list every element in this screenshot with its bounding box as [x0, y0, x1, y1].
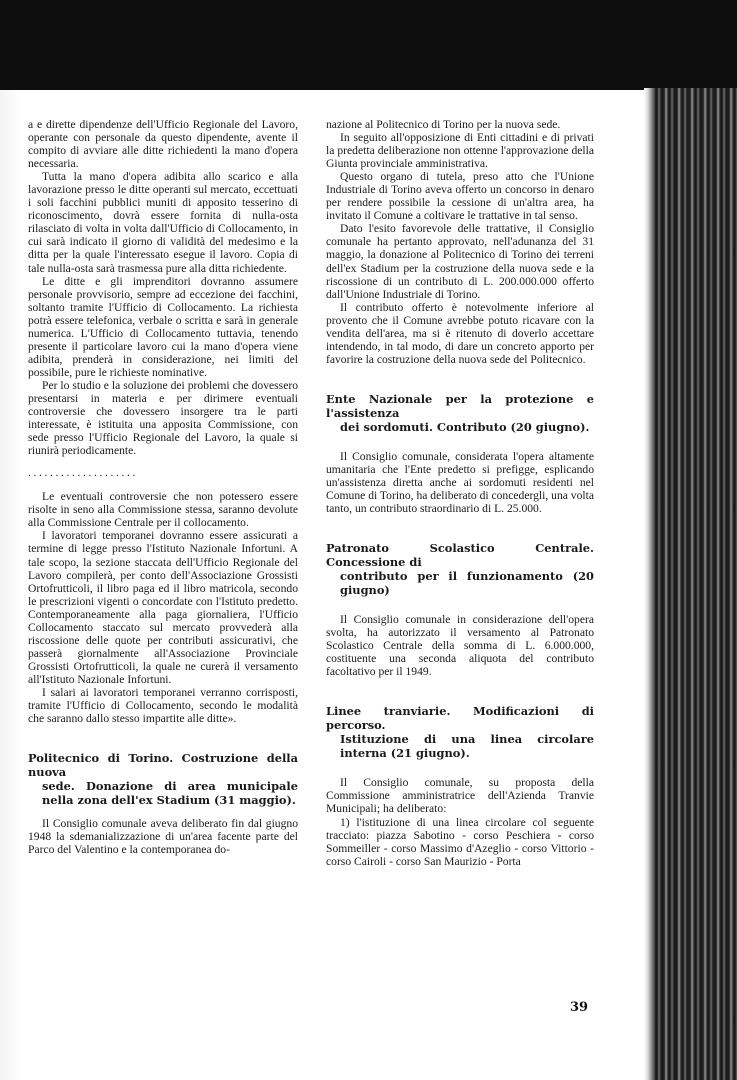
left-text-column: [28, 118, 298, 856]
section-heading-continuation: Istituzione di una linea circolare interna (21 giugno).: [340, 732, 594, 761]
spacer: [326, 515, 594, 541]
section-heading-continuation: sede. Donazione di area municipale nella zona dell'ex Stadium (31 maggio).: [42, 779, 298, 808]
scan-top-band: [0, 0, 737, 90]
body-paragraph: Il Consiglio comunale, su proposta della Commissione amministratrice dell'Azienda Tranvie Municipali; ha deliberato:: [326, 776, 594, 816]
body-paragraph: I salari ai lavoratori temporanei verranno corrisposti, tramite l'Ufficio di Collocamento, secondo le modalità che saranno dallo stesso impartite alle ditte».: [28, 685, 298, 726]
section-heading-line: Patronato Scolastico Centrale. Concessione di: [326, 541, 594, 570]
scan-left-margin: [0, 90, 22, 1080]
section-heading-continuation: dei sordomuti. Contributo (20 giugno).: [340, 419, 590, 434]
body-paragraph: Le ditte e gli imprenditori dovranno assumere personale provvisorio, sempre ad eccezione dei facchini, soltanto tramite l'Ufficio di Collocamento. La richiesta potrà essere telefonica, verbale o scritta e sarà in generale numerica. L'Ufficio di Collocamento tuttavia, tenendo presente il particolare lavoro cui la mano d'opera viene adibita, prenderà in considerazione, nei limiti del possibile, pure le richieste nominative.: [28, 274, 298, 379]
section-heading: [326, 392, 594, 434]
body-paragraph: Il contributo offerto è notevolmente inferiore al provento che il Comune avrebbe potuto ricavare con la vendita dell'area, ma si è ritenuto di doverlo accettare intendendo, in tal modo, di dare un concreto apporto per favorire la costruzione della nuova sede del Politecnico.: [326, 300, 594, 366]
right-text-column: [326, 118, 594, 868]
body-paragraph: In seguito all'opposizione di Enti cittadini e di privati la predetta deliberazione non ottenne l'approvazione della Giunta provinciale amministrativa.: [326, 131, 594, 171]
body-paragraph: a e dirette dipendenze dell'Ufficio Regionale del Lavoro, operante con personale da questo dipendente, avente il compito di avviare alle ditte richiedenti la mano d'opera necessaria.: [28, 118, 298, 171]
body-paragraph: I lavoratori temporanei dovranno essere assicurati a termine di legge presso l'Istituto Nazionale Infortuni. A tale scopo, la sezione staccata dell'Ufficio Regionale del Lavoro compilerà, per conto dell'Associazione Grossisti Ortofrutticoli, il libro paga ed il libro matricola, secondo le prescrizioni vigenti o concordate con l'Istituto predetto. Contemporaneamente alla paga giornaliera, l'Ufficio Collocamento staccato sul mercato provvederà alla riscossione delle quote per contributi assicurativi, che passerà giornalmente all'Associazione Provinciale Grossisti Ortofrutticoli, la quale ne curerà il versamento all'Istituto Nazionale Infortuni.: [28, 529, 298, 686]
ellipsis-separator: . . . . . . . . . . . . . . . . . . . .: [28, 467, 136, 480]
body-paragraph: Per lo studio e la soluzione dei problemi che dovessero presentarsi in materia e per dirimere eventuali controversie che dovessero insorgere tra le parti interessate, è istituita una apposita Commissione, con sede presso l'Ufficio Regionale del Lavoro, la quale si riunirà periodicamente.: [28, 378, 298, 458]
body-paragraph: Dato l'esito favorevole delle trattative, il Consiglio comunale ha pertanto approvato, nell'adunanza del 31 maggio, la donazione al Politecnico di Torino dei terreni dell'ex Stadium per la costruzione della nuova sede e la riscossione di un contributo di L. 200.000.000 offerto dall'Unione Industriale di Torino.: [326, 222, 594, 301]
body-paragraph: Il Consiglio comunale aveva deliberato fin dal giugno 1948 la sdemanializzazione di un'area facente parte del Parco del Valentino e la contemporanea do-: [28, 817, 298, 857]
section-heading: [28, 751, 298, 807]
spacer: [326, 678, 594, 704]
section-heading-continuation: contributo per il funzionamento (20 giugno): [340, 569, 594, 598]
body-paragraph: Il Consiglio comunale, considerata l'opera altamente umanitaria che l'Ente predetto si prefigge, esplicando un'assistenza diretta anche ai sordomuti residenti nel Comune di Torino, ha deliberato di concedergli, una volta tanto, un contributo straordinario di L. 25.000.: [326, 449, 594, 516]
section-heading: [326, 541, 594, 597]
section-heading-line: Ente Nazionale per la protezione e l'assistenza: [326, 391, 594, 420]
body-paragraph: 1) l'istituzione di una linea circolare col seguente tracciato: piazza Sabotino - corso Peschiera - corso Sommeiller - corso Massimo d'Azeglio - corso Vittorio - corso Cairoli - corso San Maurizio - Porta: [326, 815, 594, 868]
spacer: [28, 725, 298, 751]
book-page-edges: [648, 88, 737, 1080]
body-paragraph: Tutta la mano d'opera adibita allo scarico e alla lavorazione presso le ditte operanti sul mercato, eccettuati i soli facchini pubblici muniti di apposito tesserino di riconoscimento, dovrà essere fornita di nulla-osta rilasciato di volta in volta dall'Ufficio di Collocamento, in cui sarà indicato il giorno di validità del medesimo e la ditta per la quale l'interessato esegue il lavoro. Copia di tale nulla-osta sarà trasmessa pure alla ditta richiedente.: [28, 170, 298, 275]
section-heading: [326, 704, 594, 760]
body-paragraph: Il Consiglio comunale in considerazione dell'opera svolta, ha autorizzato il versamento al Patronato Scolastico Centrale della somma di L. 6.000.000, costituente una seconda aliquota del contributo facoltativo per il 1949.: [326, 613, 594, 679]
spacer: [326, 760, 594, 776]
spacer: [326, 597, 594, 613]
spacer: [326, 434, 594, 450]
body-paragraph: Le eventuali controversie che non potessero essere risolte in seno alla Commissione stessa, saranno devolute alla Commissione Centrale per il collocamento.: [28, 490, 298, 530]
body-paragraph: nazione al Politecnico di Torino per la nuova sede.: [326, 118, 561, 131]
page-number: 39: [570, 1000, 589, 1015]
spacer: [28, 807, 298, 817]
body-paragraph: Questo organo di tutela, preso atto che l'Unione Industriale di Torino aveva offerto un concorso in denaro per rendere possibile la cessione di un'altra area, ha invitato il Comune a coltivare le trattative in tal senso.: [326, 170, 594, 223]
spacer: [326, 366, 594, 392]
section-heading-line: Politecnico di Torino. Costruzione della nuova: [28, 751, 298, 780]
section-heading-line: Linee tranviarie. Modificazioni di percorso.: [326, 704, 594, 733]
